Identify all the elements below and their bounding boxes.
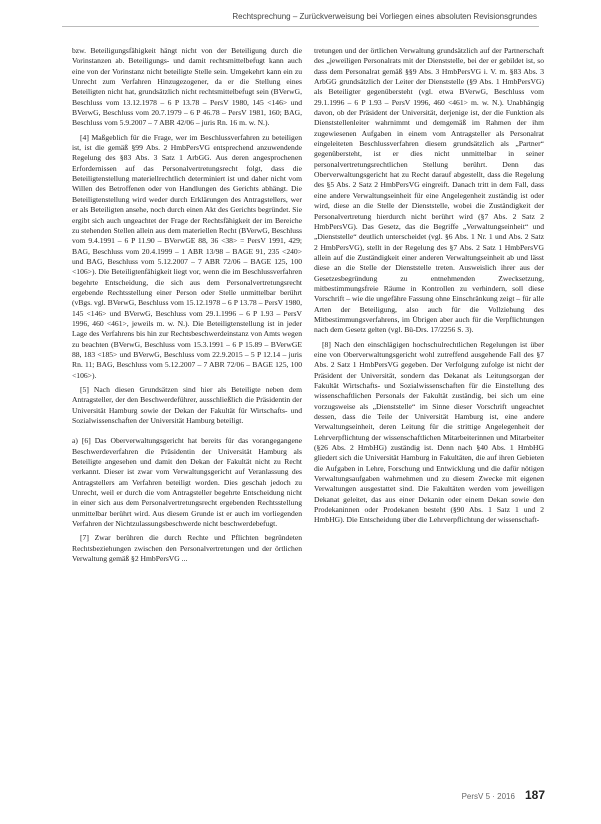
journal-citation: PersV 5 · 2016 <box>461 792 515 801</box>
running-header: Rechtsprechung – Zurückverweisung bei Vorliegen eines absoluten Revisionsgrundes <box>232 12 537 21</box>
paragraph: tretungen und der örtlichen Verwaltung grundsätzlich auf der Partnerschaft des „jeweiligen Personalrats mit der Dienststelle, bei der er gebildet ist, so dass dem Personalrat gemäß §§9 Abs. 3 HmbPersVG i. V. m. §83 Abs. 3 ArbGG grundsätzlich der Leiter der Dienststelle (§9 Abs. 1 HmbPersVG) als Beteiligter gegenübersteht (vgl. etwa BVerwG, Beschluss vom 29.1.1996 – 6 P 1.93 – PersV 1996, 460 <461> m. w. N.). Unabhängig davon, ob der Präsident der Universität, derjenige ist, der die Funktion als Dienststellenleiter wahrnimmt und demgemäß im Rahmen der ihm zugewiesenen Aufgaben in einem vom Antragsteller als Personalrat eingeleiteten Beschlussverfahren diesem grundsätzlich als „Partner“ gegenübersteht, ist er dies nicht unmittelbar in seiner personalvertretungsrechtlichen Stellung berührt. Denn das Oberverwaltungsgericht hat zu Recht darauf abgestellt, dass die Regelung des §5 Abs. 2 Satz 2 HmbPersVG eingreift. Danach tritt in dem Fall, dass eine andere Verwaltungseinheit für eine Angelegenheit zuständig ist oder wird, diese an die Stelle der Dienststelle, wobei die Zuständigkeit der Personalvertretung hierdurch nicht berührt wird (§7 Abs. 2 Satz 2 HmbPersVG). Das Gesetz, das die Begriffe „Verwaltungseinheit“ und „Dienststelle“ deutlich unterscheidet (vgl. §6 Abs. 1 Nr. 1 und Abs. 2 Satz 2 HmbPersVG), stellt in der Regelung des §7 Abs. 2 Satz 1 HmbPersVG allein auf die Zuständigkeit einer anderen Verwaltungseinheit ab und lässt diese an die Stelle der Dienststelle treten. Ausweislich ihrer aus der Gesetzesbegründung zu entnehmenden Zwecksetzung, mitbestimmungsfreie Räume in Kontrollen zu verhindern, soll diese Vorschrift – wie die ungefähre Fassung ohne Einschränkung zeigt – für alle Arten der Beteiligung, also auch für die Vollziehung des Mitbestimmungsverfahrens, im Übrigen aber auch für die Verpflichtungen nach dem Gesetz gelten (vgl. Bü-Drs. 17/2256 S. 3). <box>314 46 544 335</box>
page-footer <box>462 788 545 802</box>
paragraph: bzw. Beteiligungsfähigkeit hängt nicht von der Beteiligung durch die Vorinstanzen ab. Beteiligungs- und damit rechtsmittelbefugt kann auch eine von der Vorinstanz nicht beteiligte Stelle sein. Umgekehrt kann ein zu Unrecht zum Verfahren Hinzugezogener, da er die Stellung eines Beteiligten nicht hat, grundsätzlich nicht rechtsmittelbefugt sein (BVerwG, Beschluss vom 13.12.1978 – 6 P 13.78 – PersV 1980, 145 <146> und BVerwG, Beschluss vom 20.7.1979 – 6 P 46.78 – PersV 1981, 160; BAG, Beschluss vom 5.9.2007 – 7 ABR 42/06 – juris Rn. 16 m. w. N.). <box>72 46 302 128</box>
header-rule <box>62 26 539 27</box>
paragraph: [4] Maßgeblich für die Frage, wer im Beschlussverfahren zu beteiligen ist, ist die gemäß §99 Abs. 2 HmbPersVG entsprechend anzuwendende Regelung des §83 Abs. 3 Satz 1 ArbGG. Aus deren angesprochenen Erfordernissen auf das Personalvertretungsrecht folgt, dass die Beteiligtenstellung materiellrechtlich determiniert ist und daher nicht vom Willen des Betroffenen oder von Handlungen des Gerichts abhängt. Die Beteiligtenstellung wird weder durch Erklärungen des Antragstellers, wer er als Beteiligten ansehe, noch durch einen Akt des Gerichts begründet. Sie ergibt sich auch ungeachtet der Frage der Rechtsfähigkeit der im Bereiche zu stehenden Stellen allein aus dem materiellen Recht (BVerwG, Beschluss vom 9.4.1991 – 6 P 11.90 – BVerwGE 88, 36 <38> = PersV 1991, 429; BAG, Beschluss vom 20.4.1999 – 1 ABR 13/98 – BAGE 91, 235 <240> und BAG, Beschluss vom 5.12.2007 – 7 ABR 72/06 – BAGE 125, 100 <106>). Die Beteiligtenfähigkeit liegt vor, wenn die im Beschlussverfahren begehrte Entscheidung, die sich aus dem Personalvertretungsrecht ergebende Rechtsstellung einer Person oder Stelle unmittelbar berührt (vBgs. vgl. BVerwG, Beschluss vom 15.12.1978 – 6 P 13.78 – PersV 1980, 145 <146> und BVerwG, Beschluss vom 29.1.1996 – 6 P 1.93 – PersV 1996, 460 <461>, jeweils m. w. N.). Die Beteiligtenstellung ist in jeder Lage des Verfahrens bis hin zur Rechtsbeschwerdeinstanz von Amts wegen zu beachten (BVerwG, Beschluss vom 15.3.1991 – 6 P 15.89 – BVerwGE 88, 183 <185> und BVerwG, Beschluss vom 22.9.2015 – 5 P 12.14 – juris Rn. 11; BAG, Beschluss vom 5.12.2007 – 7 ABR 72/06 – BAGE 125, 100 <106>). <box>72 132 302 380</box>
page-number: 187 <box>524 788 545 802</box>
paragraph: [8] Nach den einschlägigen hochschulrechtlichen Regelungen ist über eine von Oberverwaltungsgericht wohl zutreffend ausgehende Fall des §7 Abs. 2 Satz 1 HmbPersVG gegeben. Der Verfolgung zufolge ist nicht der Präsident der Universität, sondern das Dekanat als Leitungsorgan der Fakultät Wirtschafts- und Sozialwissenschaften für die Einstellung des wissenschaftlichen Personals der Fakultät zuständig, bei sich um eine vorzugsweise als „Dienststelle“ im Sinne dieser Vorschrift ungeachtet dessen, dass die Teile der Universität Hamburg ist, eine andere Verwaltungseinheit, deren Leitung für die strittige Angelegenheit der Lehrverpflichtung der wissenschaftlichen Mitarbeiterinnen und Mitarbeiter (§26 Abs. 2 HmbHG) zuständig ist. Denn nach §40 Abs. 1 HmbHG gliedert sich die Universität Hamburg in Fakultäten, die auf ihren Gebieten die Aufgaben in Lehre, Forschung und Entwicklung und die dafür nötigen Verwaltungsaufgaben wahrnehmen und zu diesem Zwecke mit eigenen Verwaltungen ausgestattet sind. Die Fakultäten werden vom jeweiligen Dekanat geleitet, das aus einer Dekanin oder einem Dekan sowie den Prodekaninnen oder Prodekanen besteht (§90 Abs. 1 Satz 1 und 2 HmbHG). Die Entscheidung über die Lehrverpflichtung der wissenschaft- <box>314 339 544 525</box>
paragraph: [5] Nach diesen Grundsätzen sind hier als Beteiligte neben dem Antragsteller, der den Beschwerdeführer, ausschließlich die Präsidentin der Universität Hamburg sowie der Dekan der Fakultät für Wirtschafts- und Sozialwissenschaften der Universität Hamburg beteiligt. <box>72 385 302 426</box>
right-column <box>314 46 544 530</box>
left-column <box>72 46 302 569</box>
paragraph: [7] Zwar berühren die durch Rechte und Pflichten begründeten Rechtsbeziehungen zwischen den Personalvertretungen und der örtlichen Verwaltung gemäß §2 HmbPersVG ... <box>72 533 302 564</box>
paragraph: a) [6] Das Oberverwaltungsgericht hat bereits für das vorangegangene Beschwerdeverfahren die Präsidentin der Universität Hamburg als Beteiligte angesehen und damit den Dekan der Fakultät nicht zu Recht verkannt. Dieser ist zwar vom Verwaltungsgericht auf Veranlassung des Antragstellers am Verfahren beteiligt worden. Dies geschah jedoch zu Unrecht, weil er durch die vom Antragsteller begehrte Entscheidung nicht in einer sich aus dem Personalvertretungsrecht ergebenden Rechtsstellung unmittelbar berührt wird. Aus diesem Grunde ist er auch im vorliegenden Verfahren der Nichtzulassungsbeschwerde nicht beschwerdebefugt. <box>72 436 302 529</box>
